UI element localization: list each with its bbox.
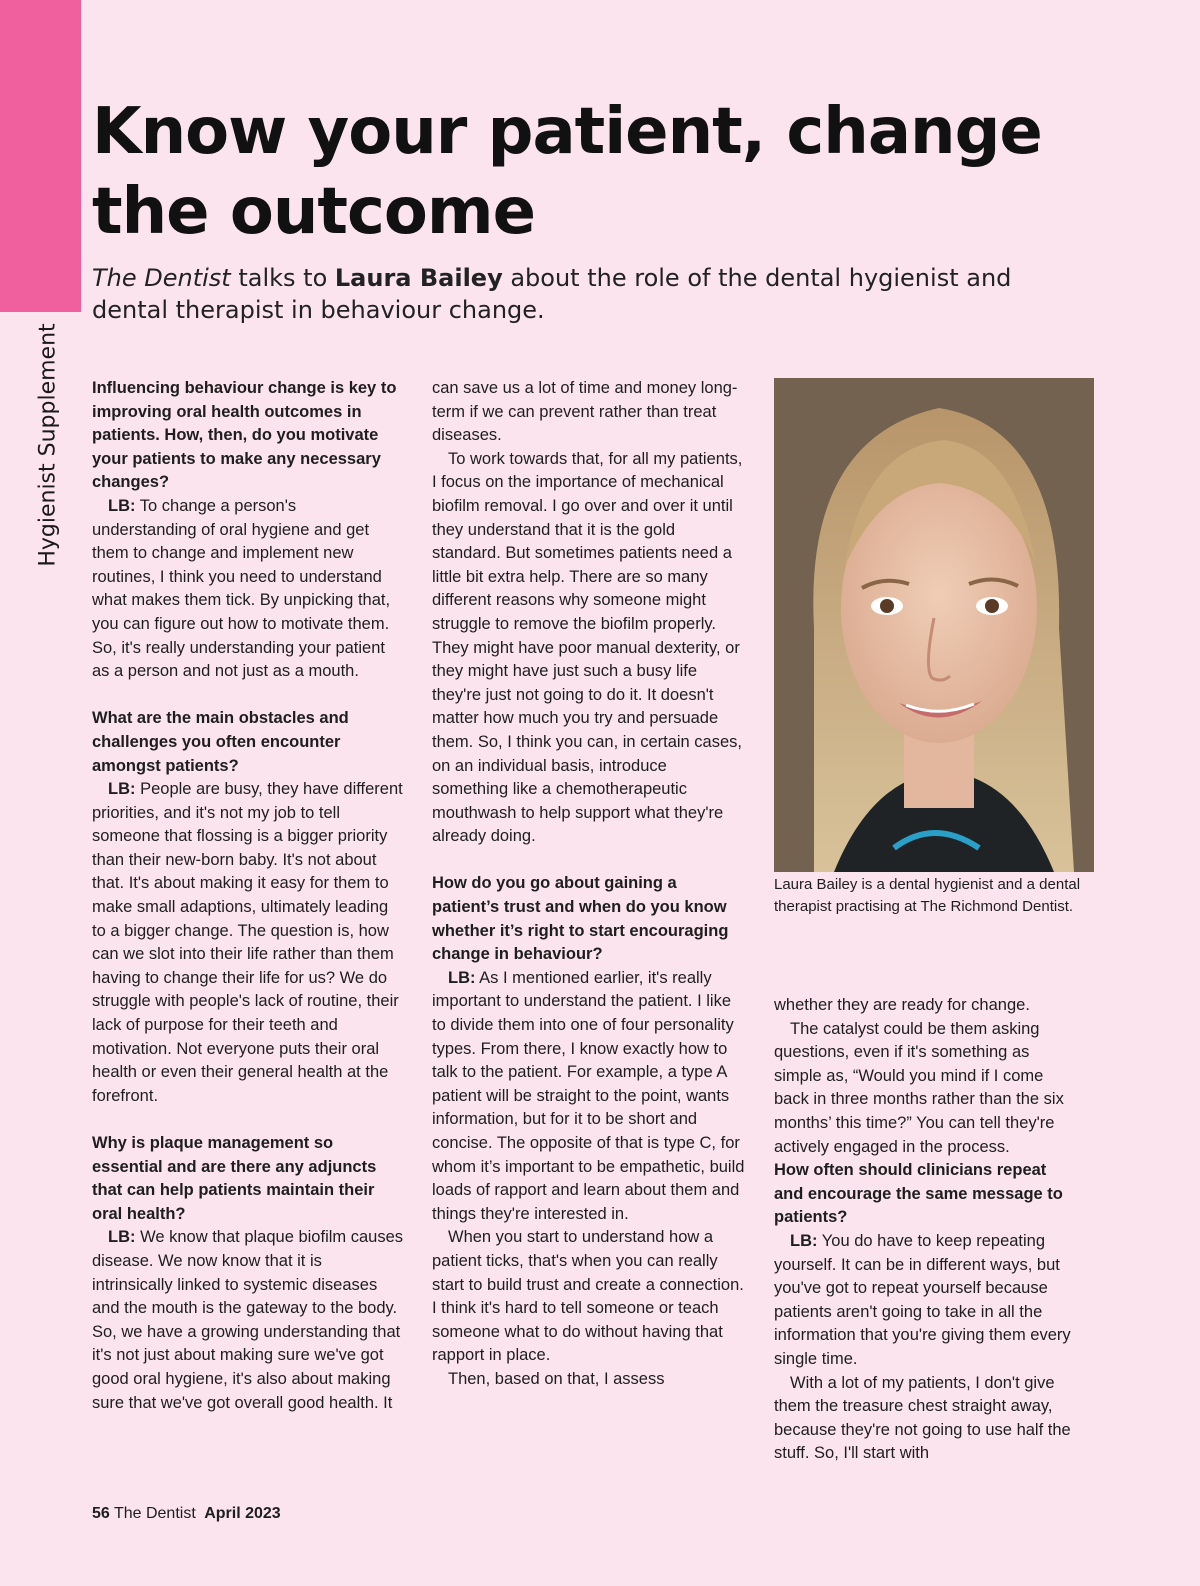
accent-bar — [0, 0, 81, 312]
footer-publication: The Dentist — [113, 1505, 196, 1522]
photo-caption: Laura Bailey is a dental hygienist and a dental therapist practising at The Richmond Dentist. — [774, 876, 1081, 915]
page-number: 56 — [92, 1505, 110, 1522]
article-column-3 — [774, 994, 1074, 1466]
answer-label: LB: — [108, 780, 136, 799]
answer — [92, 495, 404, 684]
question: Influencing behaviour change is key to improving oral health outcomes in patients. How, then, do you motivate your patients to make any necessary changes? — [92, 379, 397, 492]
answer — [92, 1226, 404, 1415]
answer-text: As I mentioned earlier, it's really important to understand the patient. I like to divide them into one of four personality types. From there, I know exactly how to talk to the patient. For example, a type A patient will be straight to the point, wants information, but for it to be short and concise. The opposite of that is type C, for whom it’s important to be empathetic, build loads of rapport and learn about them and things they're interested in. — [432, 968, 745, 1223]
article-column-2 — [432, 377, 747, 1392]
answer-label: LB: — [790, 1231, 818, 1250]
answer-label: LB: — [108, 496, 136, 515]
answer — [774, 1230, 1074, 1372]
portrait-photo — [774, 378, 1094, 872]
standfirst-publication: The Dentist — [92, 264, 231, 292]
answer — [92, 778, 404, 1108]
paragraph: When you start to understand how a patient ticks, that's when you can really start to build trust and create a connection. I think it's hard to tell someone or teach someone what to do without having that rapport in place. — [432, 1228, 744, 1365]
standfirst-mid: talks to — [230, 264, 335, 292]
answer-text: To change a person's understanding of oral hygiene and get them to change and implement new routines, I think you need to understand what makes them tick. By unpicking that, you can figure out how to motivate them. So, it's really understanding your patient as a person and not just as a mouth. — [92, 496, 391, 681]
paragraph: can save us a lot of time and money long-term if we can prevent rather than treat diseases. — [432, 379, 738, 445]
answer — [432, 967, 747, 1227]
answer-text: People are busy, they have different priorities, and it's not my job to tell someone that flossing is a bigger priority than their new-born baby. It's not about that. It's about making it easy for them to make small adaptions, ultimately leading to a bigger change. The question is, how can we slot into their life rather than them having to change their life for us? We do struggle with people's lack of routine, their lack of purpose for their teeth and motivation. Not everyone puts their oral health or even their general health at the forefront. — [92, 780, 403, 1105]
question: How do you go about gaining a patient’s trust and when do you know whether it’s right to start encouraging change in behaviour? — [432, 874, 729, 964]
answer-label: LB: — [108, 1228, 136, 1247]
standfirst — [92, 262, 1092, 326]
question: Why is plaque management so essential and are there any adjuncts that can help patients maintain their oral health? — [92, 1134, 377, 1223]
answer-label: LB: — [448, 968, 476, 987]
standfirst-person: Laura Bailey — [334, 264, 503, 292]
answer-text: We know that plaque biofilm causes disease. We now know that it is intrinsically linked to systemic diseases and the mouth is the gateway to the body. So, we have a growing understanding that it's not just about making sure we've got good oral hygiene, it's also about making sure that we've got overall good health. It — [92, 1228, 404, 1412]
question: How often should clinicians repeat and encourage the same message to patients? — [774, 1161, 1063, 1227]
page-footer — [92, 1505, 281, 1523]
article-column-1 — [92, 377, 404, 1415]
issue-date: April 2023 — [204, 1505, 281, 1522]
answer-text: You do have to keep repeating yourself. It can be in different ways, but you've got to repeat yourself because patients aren't going to take in all the information that you're giving them every single time. — [774, 1231, 1071, 1368]
portrait-illustration — [774, 378, 1094, 872]
paragraph: The catalyst could be them asking questions, even if it's something as simple as, “Would you mind if I come back in three months rather than the six months’ this time?” You can tell they're actively engaged in the process. — [774, 1019, 1064, 1156]
paragraph: To work towards that, for all my patients, I focus on the importance of mechanical biofilm removal. I go over and over it until they understand that it is the gold standard. But sometimes patients need a little bit extra help. There are so many different reasons why someone might struggle to remove the biofilm properly. They might have poor manual dexterity, or they might have just such a busy life they're just not going to do it. It doesn't matter how much you try and persuade them. So, I think you can, in certain cases, on an individual basis, introduce something like a chemotherapeutic mouthwash to help support what they're already doing. — [432, 449, 743, 846]
question: What are the main obstacles and challenges you often encounter amongst patients? — [92, 709, 349, 775]
standfirst-rest: about the role of the dental hygienist and dental therapist in behaviour change. — [92, 264, 1012, 324]
paragraph: With a lot of my patients, I don't give them the treasure chest straight away, because they're not going to use half the stuff. So, I'll start with — [774, 1373, 1071, 1463]
paragraph: Then, based on that, I assess — [448, 1369, 665, 1388]
paragraph: whether they are ready for change. — [774, 996, 1030, 1014]
headline: Know your patient, change the outcome — [92, 95, 1042, 249]
section-label: Hygienist Supplement — [35, 323, 61, 567]
